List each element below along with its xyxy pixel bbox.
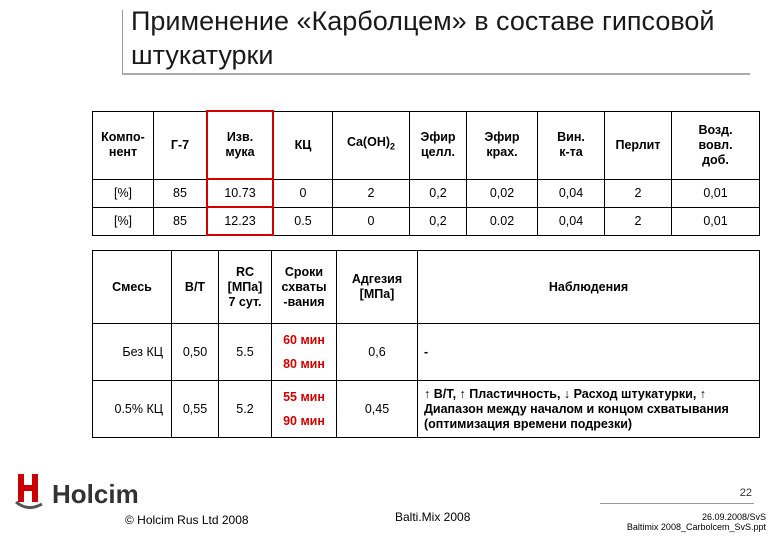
- table-cell: 0,6: [337, 324, 418, 381]
- header-cell: $Ca(OH)_2$: [333, 111, 410, 179]
- table-cell: [272, 324, 337, 381]
- header-cell: Г-7: [154, 111, 208, 179]
- table-cell: 2: [605, 207, 672, 235]
- table-cell: 85: [154, 179, 208, 207]
- table-cell: 0: [273, 179, 333, 207]
- table-cell: 0,2: [410, 179, 467, 207]
- title-frame: [122, 10, 123, 74]
- table-cell: 0,55: [172, 381, 219, 438]
- table-cell: 0,2: [410, 207, 467, 235]
- setting-end-time: 80 мин: [283, 357, 325, 371]
- date-line: 26.09.2008/SvS: [701, 512, 766, 522]
- footer-divider: [600, 503, 754, 504]
- header-cell: Возд. вовл. доб.: [672, 111, 760, 179]
- header-cell: Компо- нент: [93, 111, 154, 179]
- results-table: [92, 250, 760, 438]
- table-cell: 2: [333, 179, 410, 207]
- file-line: Baltimix 2008_Carbolcem_SvS.ppt: [626, 522, 766, 532]
- table-cell: 85: [154, 207, 208, 235]
- observation-cell: -: [418, 324, 760, 381]
- holcim-logo: [12, 466, 152, 516]
- page-number: 22: [739, 487, 752, 499]
- header-cell: В/Т: [172, 251, 219, 324]
- table-header-row: [93, 111, 760, 179]
- header-cell: Наблюдения: [418, 251, 760, 324]
- table-row: [93, 381, 760, 438]
- copyright-text: © Holcim Rus Ltd 2008: [125, 513, 249, 527]
- table-cell: [272, 381, 337, 438]
- table-row: [93, 324, 760, 381]
- table-row: [93, 207, 760, 235]
- table-cell: 0,45: [337, 381, 418, 438]
- table-cell: 0.02: [467, 207, 538, 235]
- table-cell: 0,50: [172, 324, 219, 381]
- composition-table: [92, 110, 760, 236]
- table-cell: 0.5% КЦ: [93, 381, 172, 438]
- header-cell: RC [МПа] 7 сут.: [219, 251, 272, 324]
- setting-start-time: 55 мин: [283, 390, 325, 404]
- header-cell: Перлит: [605, 111, 672, 179]
- header-cell-highlighted: Изв. мука: [207, 111, 273, 179]
- holcim-h-icon: [12, 466, 52, 516]
- setting-start-time: 60 мин: [283, 333, 325, 347]
- header-cell: Эфир крах.: [467, 111, 538, 179]
- header-cell: Адгезия [МПа]: [337, 251, 418, 324]
- header-cell: КЦ: [273, 111, 333, 179]
- table-cell-highlighted: 10.73: [207, 179, 273, 207]
- page-title: Применение «Карболцем» в составе гипсовой штукатурки: [131, 6, 715, 70]
- title-divider: [122, 73, 750, 75]
- table-cell: 0,01: [672, 179, 760, 207]
- event-text: Balti.Mix 2008: [395, 510, 471, 524]
- table-cell: 0.5: [273, 207, 333, 235]
- header-cell: Эфир целл.: [410, 111, 467, 179]
- table-row: [93, 179, 760, 207]
- table-cell: 0,04: [538, 207, 605, 235]
- header-cell: Вин. к-та: [538, 111, 605, 179]
- setting-end-time: 90 мин: [283, 414, 325, 428]
- logo-wordmark: Holcim: [52, 479, 139, 509]
- table-cell: 0,04: [538, 179, 605, 207]
- table-cell: 0: [333, 207, 410, 235]
- table-cell: 5.2: [219, 381, 272, 438]
- header-cell: Сроки схваты -вания: [272, 251, 337, 324]
- observation-cell: ↑ В/Т, ↑ Пластичность, ↓ Расход штукатурки, ↑ Диапазон между началом и концом схватывания (оптимизация времени подрезки): [418, 381, 760, 438]
- table-header-row: [93, 251, 760, 324]
- table-cell: 2: [605, 179, 672, 207]
- table-cell: [%]: [93, 207, 154, 235]
- table-cell: 0,01: [672, 207, 760, 235]
- table-cell: Без КЦ: [93, 324, 172, 381]
- table-cell: [%]: [93, 179, 154, 207]
- header-cell: Смесь: [93, 251, 172, 324]
- table-cell: 0,02: [467, 179, 538, 207]
- table-cell: 5.5: [219, 324, 272, 381]
- table-cell-highlighted: 12.23: [207, 207, 273, 235]
- file-info: [627, 512, 766, 532]
